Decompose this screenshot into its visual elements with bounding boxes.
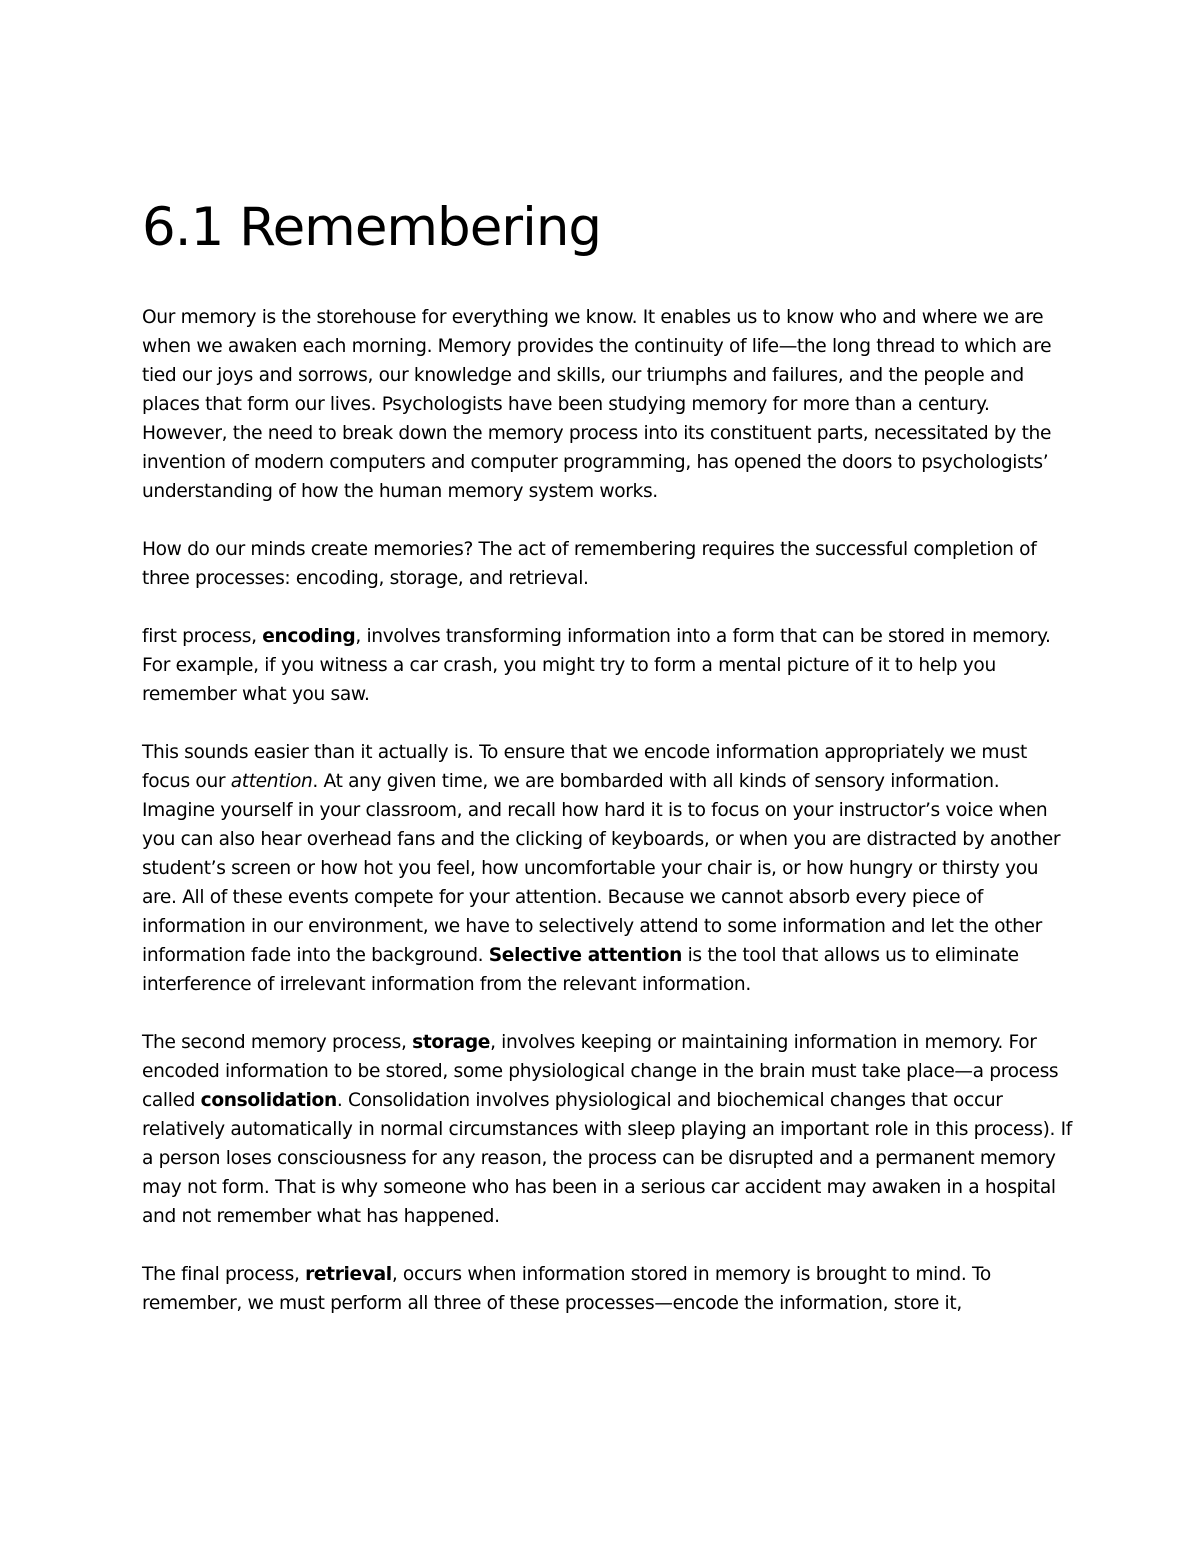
text-run: , involves keeping or maintaining information in memory. For encoded information to be stored, some physiological change in the brain must take place—a process called xyxy=(142,1032,1059,1111)
term-consolidation: consolidation xyxy=(200,1090,337,1111)
spacer xyxy=(142,268,1072,303)
paragraph-attention xyxy=(142,738,1072,999)
page-title: 6.1 Remembering xyxy=(142,197,602,258)
spacer xyxy=(142,709,1072,738)
term-selective-attention: Selective attention xyxy=(488,945,683,966)
text-run: . Consolidation involves physiological and biochemical changes that occur relatively automatically in normal circumstances with sleep playing an important role in this process). If a person loses consciousness for any reason, the process can be disrupted and a permanent memory may not form. That is why someone who has been in a serious car accident may awaken in a hospital and not remember what has happened. xyxy=(142,1090,1072,1227)
spacer xyxy=(142,999,1072,1028)
text-run: first process, xyxy=(142,626,263,647)
term-storage: storage xyxy=(412,1032,491,1053)
text-run: , involves transforming information into a form that can be stored in memory. For example, if you witness a car crash, you might try to form a mental picture of it to help you remember what you saw. xyxy=(142,626,1051,705)
text-run: is the tool that allows us to eliminate interference of irrelevant information from the relevant information. xyxy=(142,945,1019,995)
spacer xyxy=(142,506,1072,535)
text-run: The second memory process, xyxy=(142,1032,413,1053)
spacer xyxy=(142,1231,1072,1260)
text-run: This sounds easier than it actually is. To ensure that we encode information appropriately we must focus our xyxy=(142,742,1027,792)
paragraph-how-memories: How do our minds create memories? The act of remembering requires the successful completion of three processes: encoding, storage, and retrieval. xyxy=(142,539,1037,589)
document-body xyxy=(142,188,1072,1318)
term-retrieval: retrieval xyxy=(305,1264,392,1285)
paragraph-encoding xyxy=(142,622,1072,709)
text-run: , occurs when information stored in memory is brought to mind. To remember, we must perform all three of these processes—encode the information, store it, xyxy=(142,1264,991,1314)
paragraph-memory-intro: Our memory is the storehouse for everything we know. It enables us to know who and where we are when we awaken each morning. Memory provides the continuity of life—the long thread to which are tied our joys and sorrows, our knowledge and skills, our triumphs and failures, and the people and places that form our lives. Psychologists have been studying memory for more than a century. However, the need to break down the memory process into its constituent parts, necessitated by the invention of modern computers and computer programming, has opened the doors to psychologists’ understanding of how the human memory system works. xyxy=(142,307,1052,502)
term-encoding: encoding xyxy=(262,626,356,647)
spacer xyxy=(142,593,1072,622)
paragraph-storage xyxy=(142,1028,1072,1231)
text-run: The final process, xyxy=(142,1264,306,1285)
paragraph-retrieval xyxy=(142,1260,1072,1318)
term-attention: attention xyxy=(230,771,313,792)
text-run: . At any given time, we are bombarded with all kinds of sensory information. Imagine yourself in your classroom, and recall how hard it is to focus on your instructor’s voice when you can also hear overhead fans and the clicking of keyboards, or when you are distracted by another student’s screen or how hot you feel, how uncomfortable your chair is, or how hungry or thirsty you are. All of these events compete for your attention. Because we cannot absorb every piece of information in our environment, we have to selectively attend to some information and let the other information fade into the background. xyxy=(142,771,1061,966)
